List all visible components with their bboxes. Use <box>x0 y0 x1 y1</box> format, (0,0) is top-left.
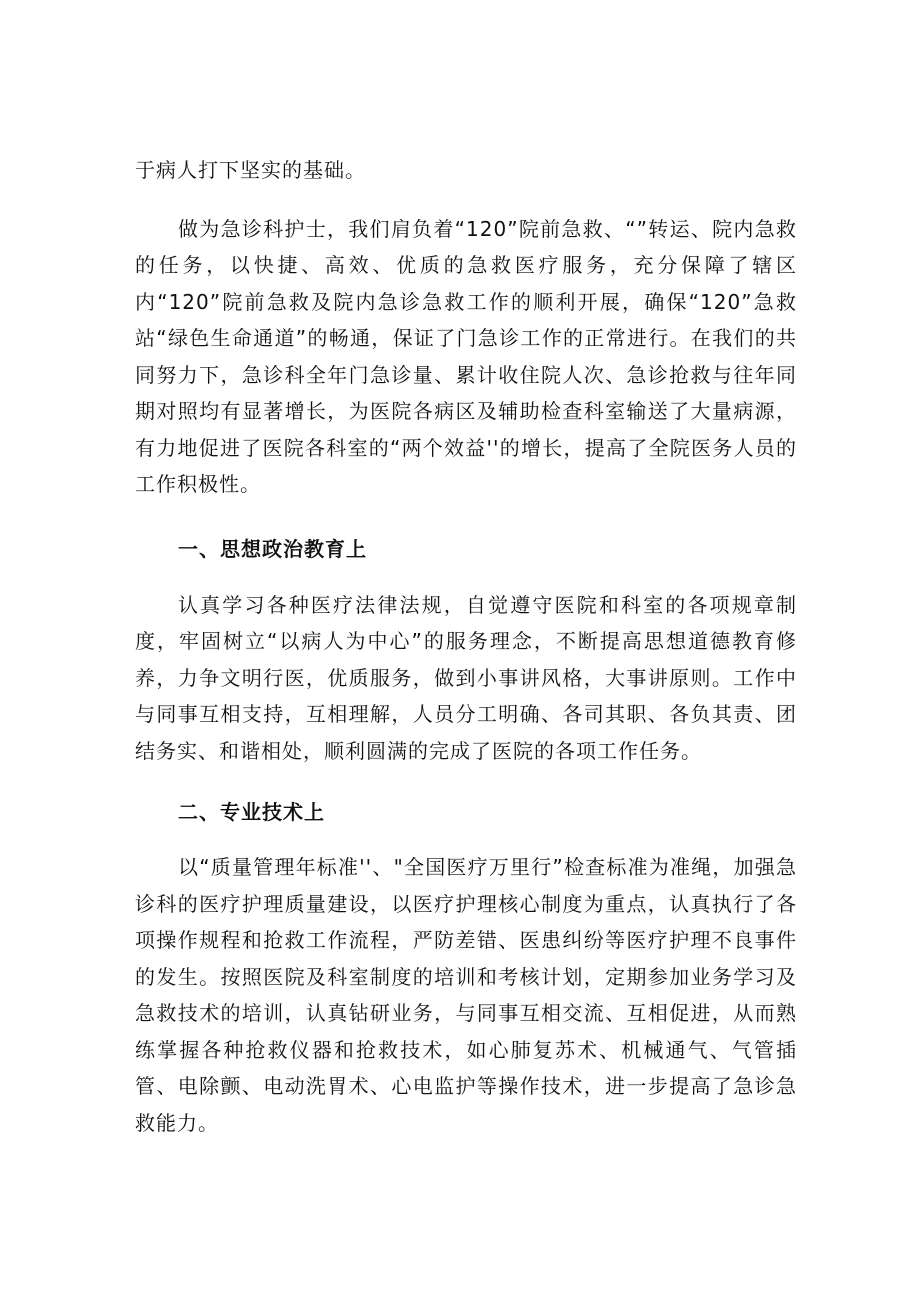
paragraph-continuation: 于病人打下坚实的基础。 <box>135 158 366 182</box>
section-heading-professional-skills: 二、专业技术上 <box>178 800 325 824</box>
paragraph-political-education: 认真学习各种医疗法律法规，自觉遵守医院和科室的各项规章制度，牢固树立“以病人为中心”的服务理念，不断提高思想道德教育修养，力争文明行医，优质服务，做到小事讲风格，大事讲原则。工作中与同事互相支持，互相理解，人员分工明确、各司其职、各负其责、团结务实、和谐相处，顺利圆满的完成了医院的各项工作任务。 <box>135 592 797 763</box>
section-heading-political-education: 一、思想政治教育上 <box>178 536 367 561</box>
paragraph-professional-skills: 以“质量管理年标准''、"全国医疗万里行”检查标准为准绳，加强急诊科的医疗护理质量建设，以医疗护理核心制度为重点，认真执行了各项操作规程和抢救工作流程，严防差错、医患纠纷等医疗护理不良事件的发生。按照医院及科室制度的培训和考核计划，定期参加业务学习及急救技术的培训，认真钻研业务，与同事互相交流、互相促进，从而熟练掌握各种抢救仪器和抢救技术，如心肺复苏术、机械通气、气管插管、电除颤、电动洗胃术、心电监护等操作技术，进一步提高了急诊急救能力。 <box>135 855 797 1135</box>
paragraph-emergency-nursing: 做为急诊科护士，我们肩负着“120”院前急救、“”转运、院内急救的任务，以快捷、高效、优质的急救医疗服务，充分保障了辖区内“120”院前急救及院内急诊急救工作的顺利开展，确保“120”急救站“绿色生命通道”的畅通，保证了门急诊工作的正常进行。在我们的共同努力下，急诊科全年门急诊量、累计收住院人次、急诊抢救与往年同期对照均有显著增长，为医院各病区及辅助检查科室输送了大量病源，有力地促进了医院各科室的“两个效益''的增长，提高了全院医务人员的工作积极性。 <box>135 216 797 496</box>
document-body <box>135 152 797 1141</box>
